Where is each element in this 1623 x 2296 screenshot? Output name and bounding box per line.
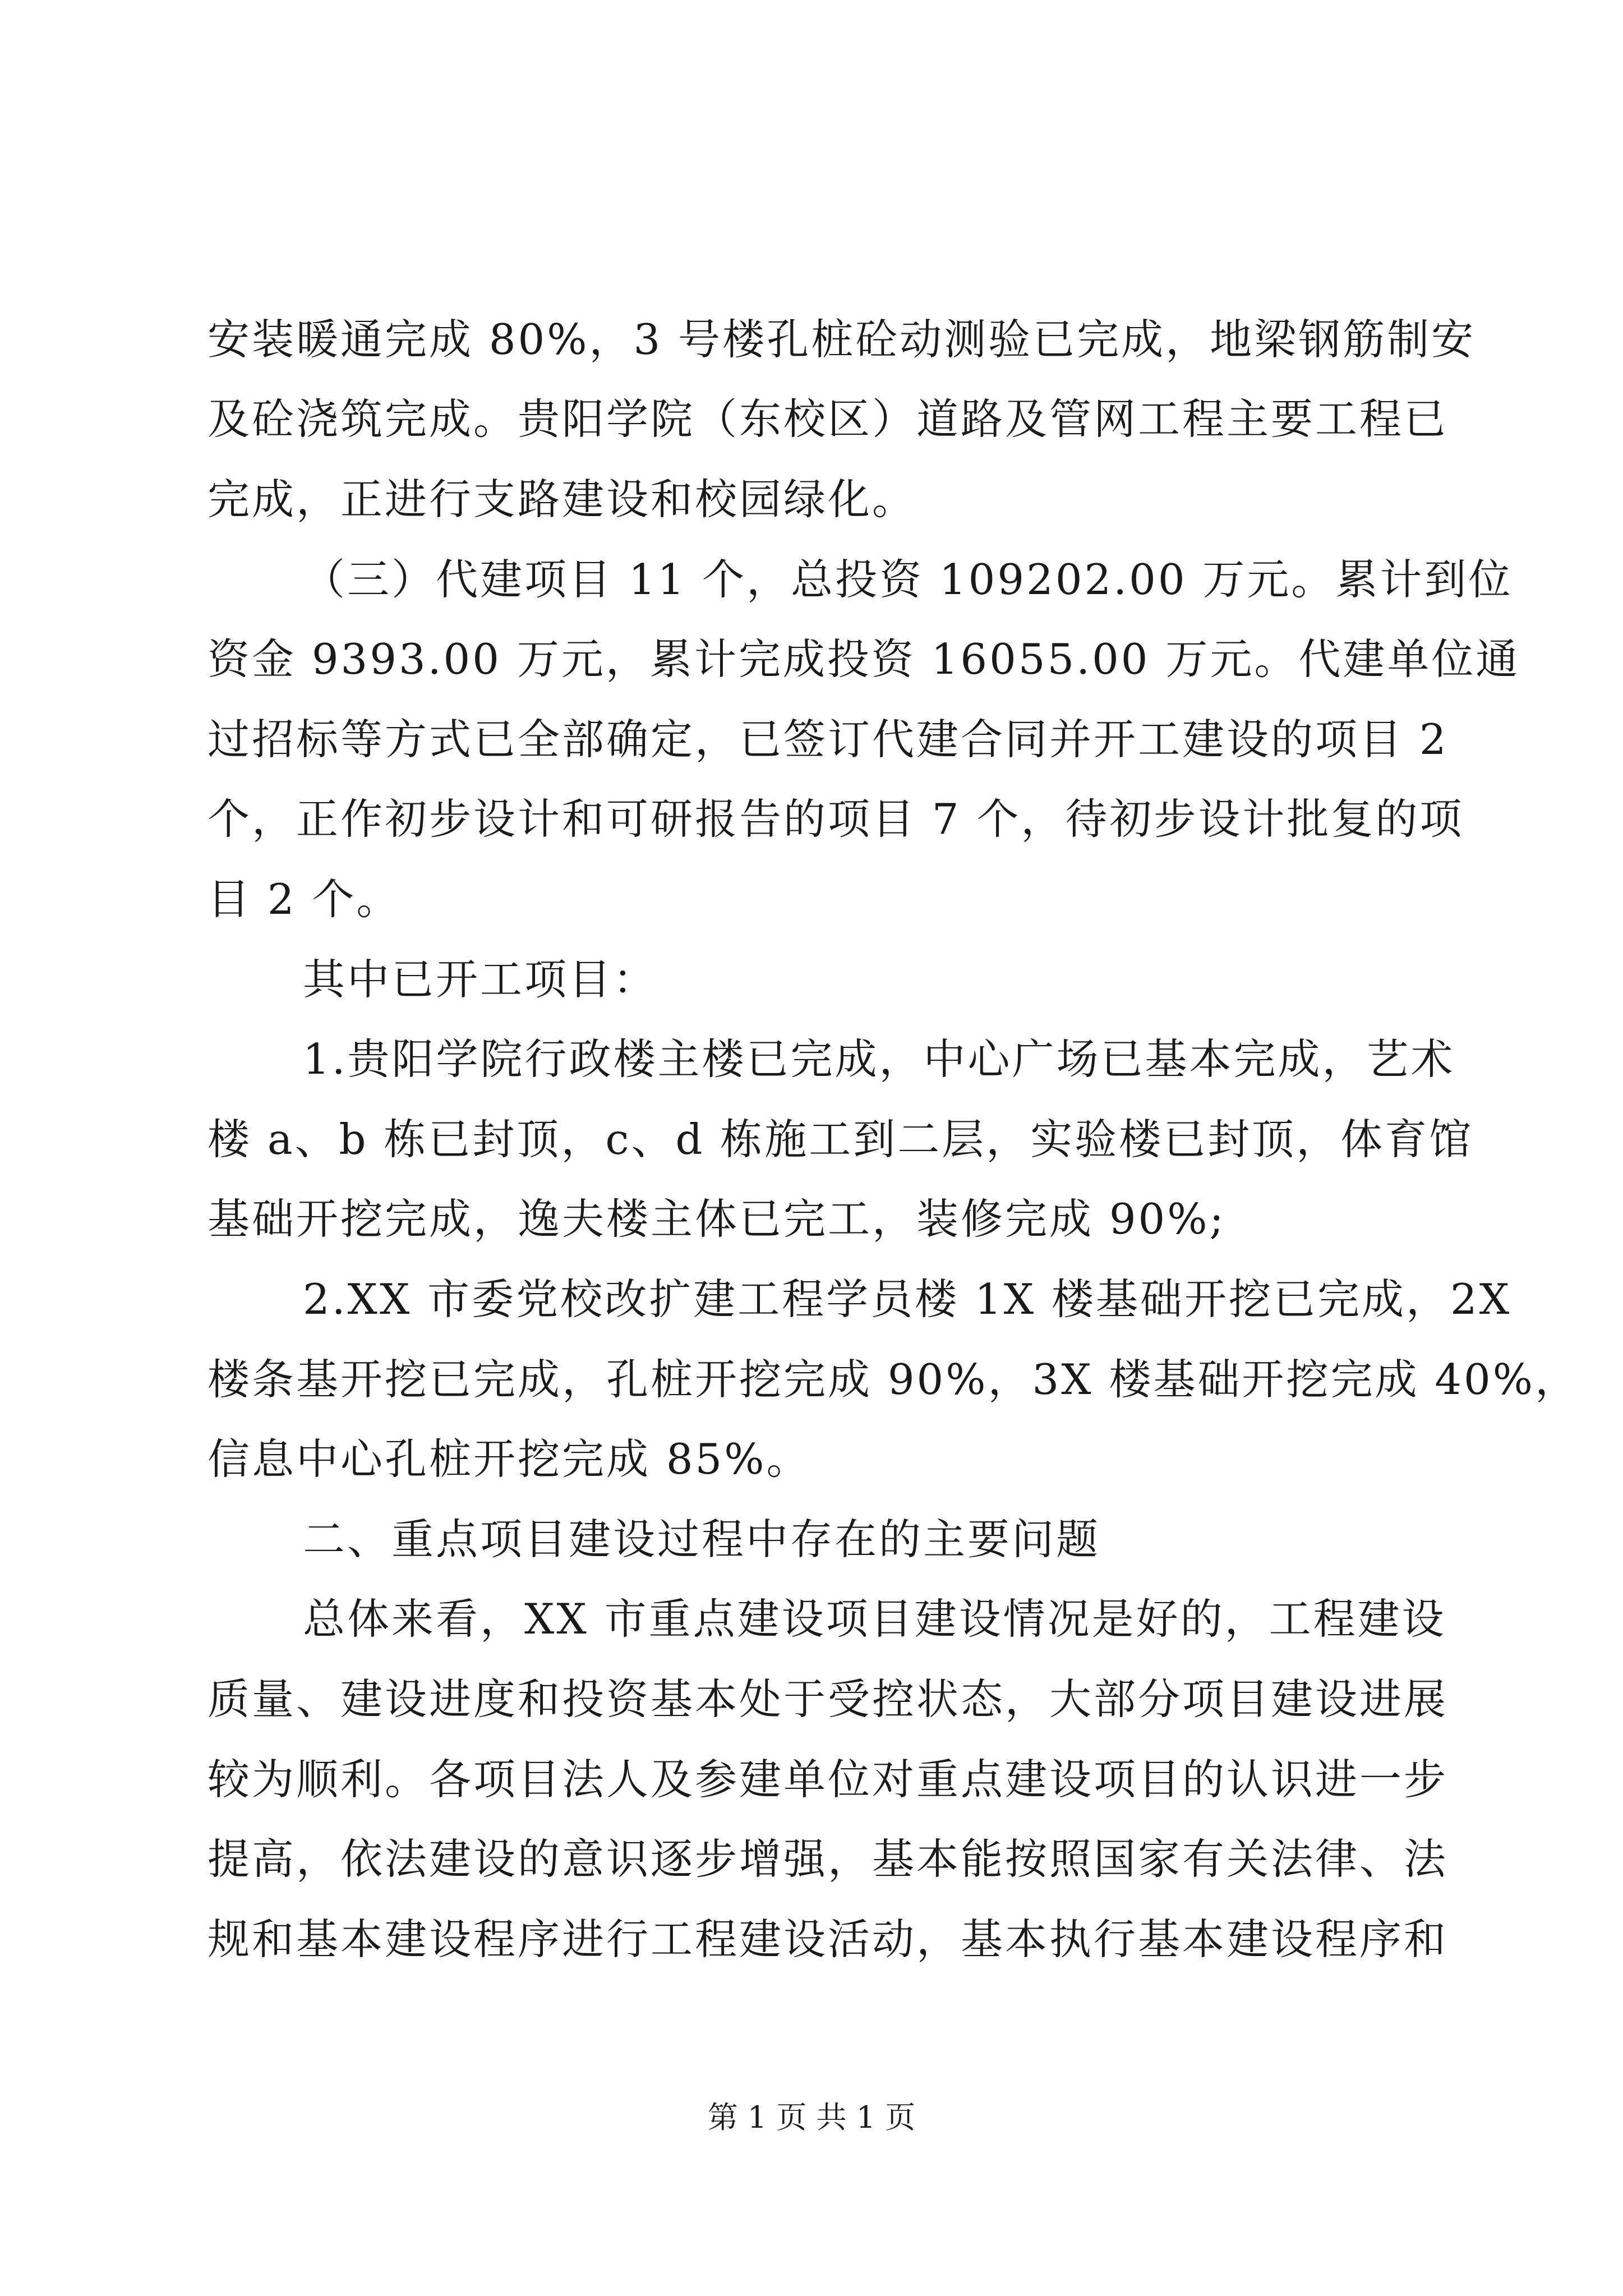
text-line: 基础开挖完成，逸夫楼主体已完工，装修完成 90%; xyxy=(208,1194,1226,1244)
text-line: 总体来看，XX 市重点建设项目建设情况是好的，工程建设 xyxy=(303,1594,1446,1644)
text-line: （三）代建项目 11 个，总投资 109202.00 万元。累计到位 xyxy=(303,555,1513,604)
text-line: 1.贵阳学院行政楼主楼已完成，中心广场已基本完成，艺术 xyxy=(303,1034,1455,1084)
text-line: 2.XX 市委党校改扩建工程学员楼 1X 楼基础开挖已完成，2X xyxy=(303,1274,1512,1324)
text-line: 质量、建设进度和投资基本处于受控状态，大部分项目建设进展 xyxy=(208,1674,1449,1724)
text-line: 目 2 个。 xyxy=(208,875,401,924)
text-line: 较为顺利。各项目法人及参建单位对重点建设项目的认识进一步 xyxy=(208,1755,1449,1804)
page-number-footer: 第 1 页 共 1 页 xyxy=(707,2100,916,2135)
text-line: 及砼浇筑完成。贵阳学院（东校区）道路及管网工程主要工程已 xyxy=(208,394,1449,444)
text-line: 个，正作初步设计和可研报告的项目 7 个，待初步设计批复的项 xyxy=(208,794,1464,844)
text-line: 楼 a、b 栋已封顶，c、d 栋施工到二层，实验楼已封顶，体育馆 xyxy=(208,1115,1474,1164)
text-line: 规和基本建设程序进行工程建设活动，基本执行基本建设程序和 xyxy=(208,1915,1449,1964)
text-line: 资金 9393.00 万元，累计完成投资 16055.00 万元。代建单位通 xyxy=(208,634,1520,684)
text-line: 楼条基开挖已完成，孔桩开挖完成 90%，3X 楼基础开挖完成 40%， xyxy=(208,1355,1580,1404)
text-line: 其中已开工项目： xyxy=(303,955,658,1004)
text-line: 信息中心孔桩开挖完成 85%。 xyxy=(208,1434,811,1484)
text-line: 完成，正进行支路建设和校园绿化。 xyxy=(208,475,917,524)
text-line: 提高，依法建设的意识逐步增强，基本能按照国家有关法律、法 xyxy=(208,1834,1449,1884)
text-line: 过招标等方式已全部确定，已签订代建合同并开工建设的项目 2 xyxy=(208,715,1449,764)
section-heading: 二、重点项目建设过程中存在的主要问题 xyxy=(303,1515,1101,1564)
text-line: 安装暖通完成 80%，3 号楼孔桩砼动测验已完成，地梁钢筋制安 xyxy=(208,315,1476,364)
